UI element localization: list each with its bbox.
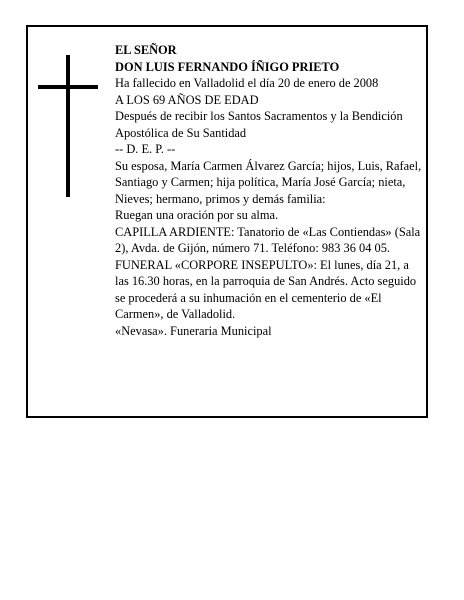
chapel-info: CAPILLA ARDIENTE: Tanatorio de «Las Contiendas» (Sala 2), Avda. de Gijón, número 71. Teléfono: 983 36 04 05. [115, 224, 421, 255]
funeral-info: FUNERAL «CORPORE INSEPULTO»: El lunes, día 21, a las 16.30 horas, en la parroquia de San Andrés. Acto seguido se procederá a su inhumación en el cementerio de «El Carmen», de Valladolid. [115, 257, 417, 321]
cross-horizontal-bar [38, 85, 98, 89]
death-statement: Ha fallecido en Valladolid el día 20 de enero de 2008 [115, 76, 379, 90]
latin-cross-icon [38, 55, 98, 197]
prayer-request: Ruegan una oración por su alma. [115, 208, 279, 222]
deceased-name: DON LUIS FERNANDO ÍÑIGO PRIETO [115, 59, 340, 74]
obituary-text [115, 42, 425, 339]
sacraments-statement: Después de recibir los Santos Sacramentos y la Bendición Apostólica de Su Santidad [115, 109, 403, 140]
obituary-notice [26, 25, 428, 418]
obituary-title: EL SEÑOR [115, 43, 177, 57]
age-statement: A LOS 69 AÑOS DE EDAD [115, 92, 259, 107]
funeral-home: «Nevasa». Funeraria Municipal [115, 323, 272, 338]
cross-vertical-bar [66, 55, 70, 197]
family-list: Su esposa, María Carmen Álvarez García; hijos, Luis, Rafael, Santiago y Carmen; hija política, María José García; nieta, Nieves; hermano, primos y demás familia: [115, 158, 422, 206]
rip-line: -- D. E. P. -- [115, 142, 176, 156]
